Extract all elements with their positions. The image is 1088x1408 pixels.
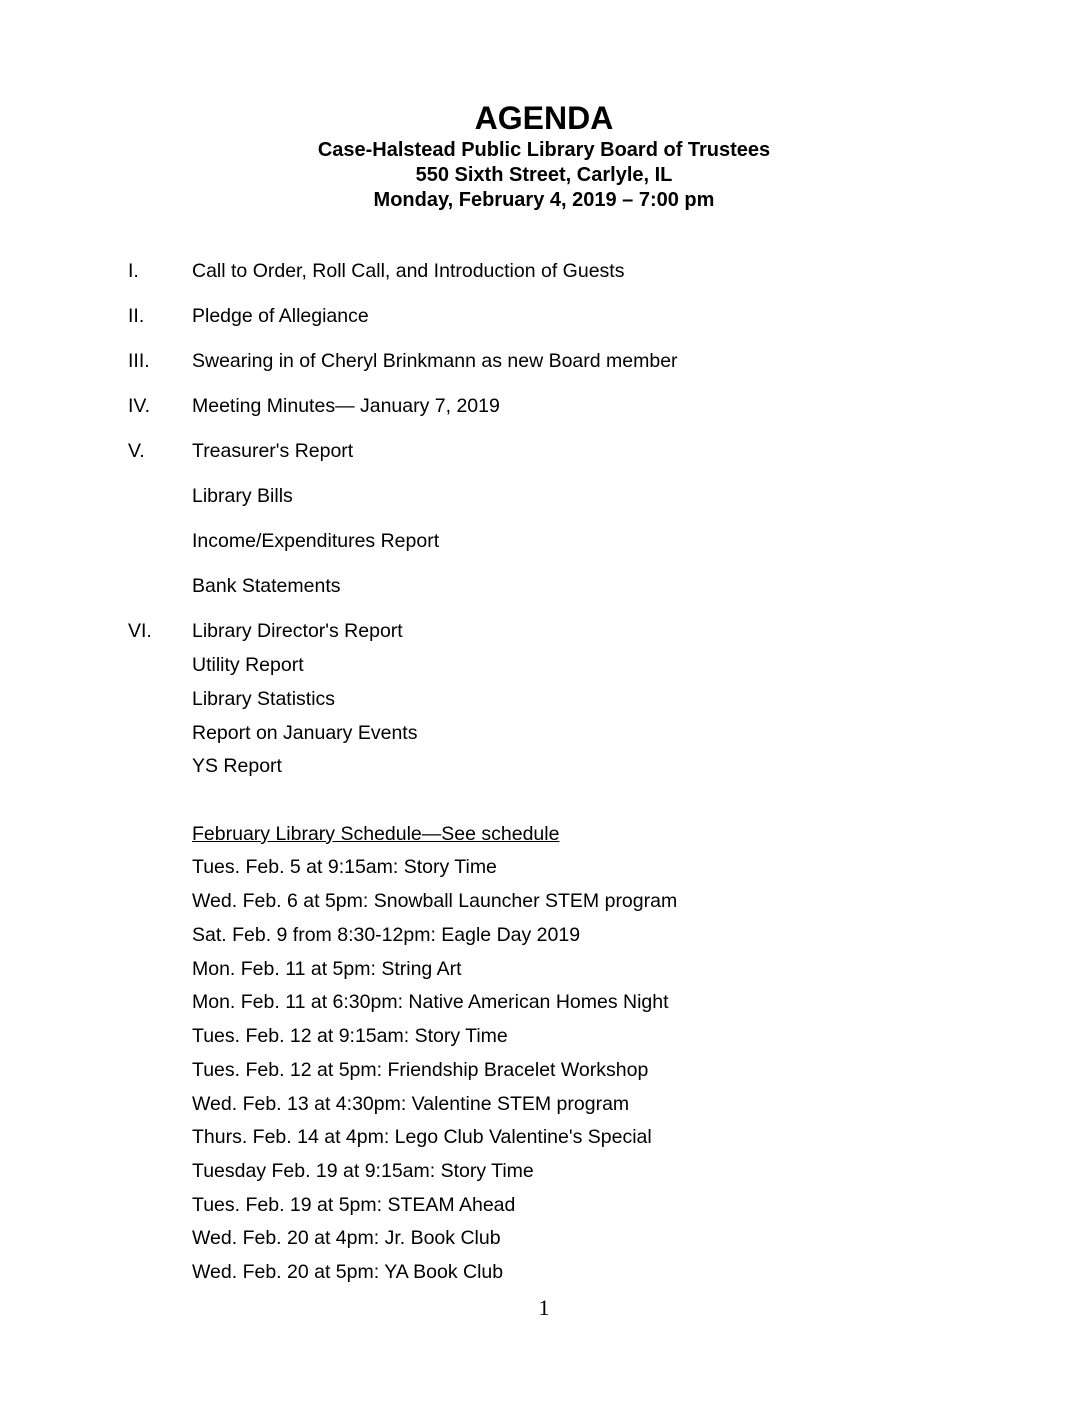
agenda-subitem: Library Statistics: [192, 688, 336, 710]
agenda-subitem: Report on January Events: [192, 722, 418, 744]
schedule-event: Tues. Feb. 5 at 9:15am: Story Time: [192, 856, 497, 878]
agenda-item: Treasurer's Report: [192, 440, 354, 462]
meeting-datetime: Monday, February 4, 2019 – 7:00 pm: [373, 189, 715, 211]
agenda-item: Pledge of Allegiance: [192, 305, 369, 327]
schedule-heading: February Library Schedule—See schedule: [192, 823, 560, 845]
page-number: 1: [538, 1295, 550, 1320]
item-number: II.: [128, 305, 145, 327]
schedule-event: Wed. Feb. 20 at 4pm: Jr. Book Club: [192, 1227, 501, 1249]
agenda-item: Library Director's Report: [192, 620, 403, 642]
item-number: V.: [128, 440, 145, 462]
schedule-event: Tues. Feb. 12 at 5pm: Friendship Bracelet Workshop: [192, 1059, 649, 1081]
item-number: I.: [128, 260, 139, 282]
agenda-subitem: YS Report: [192, 755, 282, 777]
schedule-event: Thurs. Feb. 14 at 4pm: Lego Club Valentine's Special: [192, 1126, 652, 1148]
schedule-event: Wed. Feb. 6 at 5pm: Snowball Launcher STEM program: [192, 890, 678, 912]
organization-name: Case-Halstead Public Library Board of Trustees: [317, 139, 771, 161]
schedule-event: Mon. Feb. 11 at 5pm: String Art: [192, 958, 462, 980]
schedule-event: Tues. Feb. 12 at 9:15am: Story Time: [192, 1025, 508, 1047]
agenda-item: Call to Order, Roll Call, and Introduction of Guests: [192, 260, 625, 282]
schedule-event: Tuesday Feb. 19 at 9:15am: Story Time: [192, 1160, 534, 1182]
agenda-subitem: Bank Statements: [192, 575, 341, 597]
schedule-event: Sat. Feb. 9 from 8:30-12pm: Eagle Day 2019: [192, 924, 581, 946]
schedule-event: Mon. Feb. 11 at 6:30pm: Native American Homes Night: [192, 991, 669, 1013]
item-number: IV.: [128, 395, 151, 417]
meeting-address: 550 Sixth Street, Carlyle, IL: [415, 164, 673, 186]
agenda-title: AGENDA: [474, 100, 614, 136]
agenda-item: Swearing in of Cheryl Brinkmann as new Board member: [192, 350, 678, 372]
item-number: VI.: [128, 620, 152, 642]
schedule-event: Tues. Feb. 19 at 5pm: STEAM Ahead: [192, 1194, 516, 1216]
agenda-subitem: Income/Expenditures Report: [192, 530, 440, 552]
agenda-subitem: Utility Report: [192, 654, 304, 676]
item-number: III.: [128, 350, 150, 372]
agenda-item: Meeting Minutes— January 7, 2019: [192, 395, 500, 417]
schedule-event: Wed. Feb. 13 at 4:30pm: Valentine STEM program: [192, 1093, 630, 1115]
agenda-subitem: Library Bills: [192, 485, 293, 507]
schedule-event: Wed. Feb. 20 at 5pm: YA Book Club: [192, 1261, 504, 1283]
